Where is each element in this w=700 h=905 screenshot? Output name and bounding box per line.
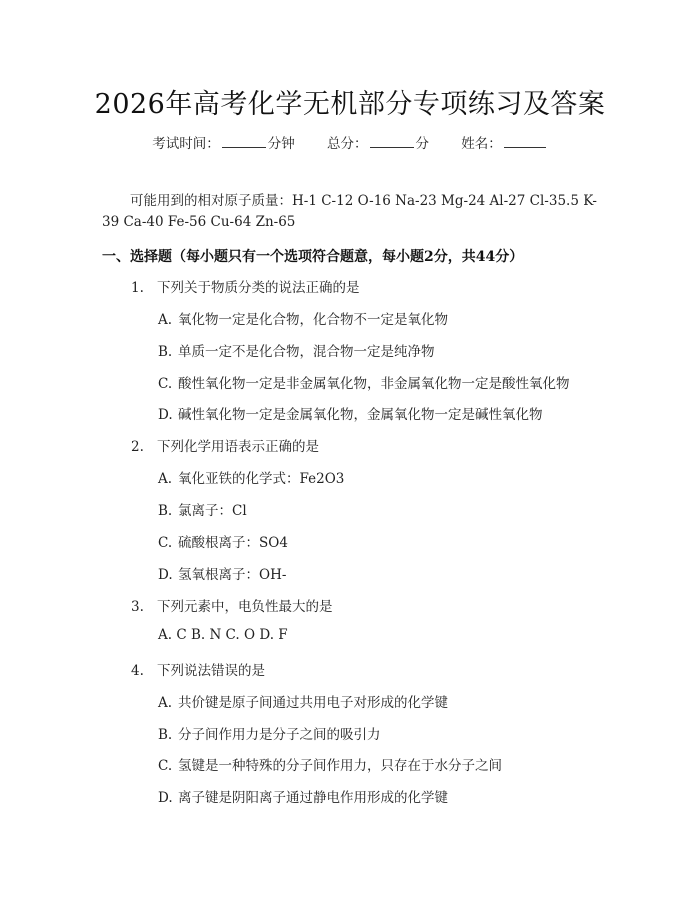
question-1-option-c [158, 372, 570, 392]
question-1-option-a [158, 308, 448, 328]
question-stem: 下列关于物质分类的说法正确的是 [157, 280, 360, 296]
option-text: 碱性氧化物一定是金属氧化物，金属氧化物一定是碱性氧化物 [178, 407, 543, 423]
option-text: 氯离子：Cl [178, 503, 247, 519]
option-letter: C. [158, 376, 173, 392]
question-2-option-b [158, 499, 247, 519]
atomic-masses-note: 可能用到的相对原子质量：H-1 C-12 O-16 Na-23 Mg-24 Al-27 Cl-35.5 K-39 Ca-40 Fe-56 Cu-64 Zn-65 [102, 193, 597, 230]
option-letter: A. [158, 312, 173, 328]
question-3 [131, 595, 333, 615]
exam-time-label: 考试时间： [152, 136, 220, 152]
option-letter: B. [158, 727, 173, 743]
question-1 [131, 276, 360, 296]
question-stem: 下列说法错误的是 [157, 663, 265, 679]
option-text: 氢氧根离子：OH- [178, 567, 287, 583]
option-letter: B. [158, 344, 173, 360]
section-heading: 一、选择题（每小题只有一个选项符合题意，每小题2分，共44分） [102, 249, 524, 265]
option-text: 氧化物一定是化合物，化合物不一定是氧化物 [178, 312, 448, 328]
question-4-option-d [158, 786, 448, 806]
question-2-option-a [158, 467, 344, 487]
option-text: 硫酸根离子：SO4 [178, 535, 288, 551]
name-blank [504, 135, 546, 148]
option-letter: D. [158, 407, 173, 423]
option-letter: B. [158, 503, 173, 519]
question-1-option-b [158, 340, 435, 360]
question-stem: 下列化学用语表示正确的是 [157, 439, 319, 455]
question-2 [131, 435, 319, 455]
question-stem: 下列元素中，电负性最大的是 [157, 599, 333, 615]
question-4-option-a [158, 691, 448, 711]
question-3-options: A. C B. N C. O D. F [158, 627, 288, 643]
option-text: 氢键是一种特殊的分子间作用力，只存在于水分子之间 [178, 758, 502, 774]
option-letter: A. [158, 695, 173, 711]
question-number: 2. [131, 439, 144, 455]
option-text: 分子间作用力是分子之间的吸引力 [178, 727, 381, 743]
total-score-unit: 分 [415, 136, 429, 152]
total-score-blank [370, 135, 414, 148]
option-letter: C. [158, 758, 173, 774]
question-number: 1. [131, 280, 144, 296]
option-letter: D. [158, 790, 173, 806]
exam-title: 2026年高考化学无机部分专项练习及答案 [94, 89, 606, 120]
exam-time-blank [222, 135, 266, 148]
option-text: 离子键是阴阳离子通过静电作用形成的化学键 [178, 790, 448, 806]
question-number: 3. [131, 599, 144, 615]
exam-time-unit: 分钟 [267, 136, 295, 152]
option-letter: C. [158, 535, 173, 551]
question-number: 4. [131, 663, 144, 679]
option-text: 共价键是原子间通过共用电子对形成的化学键 [178, 695, 448, 711]
question-1-option-d [158, 403, 543, 423]
question-4 [131, 659, 265, 679]
total-score-field [327, 136, 433, 152]
option-letter: D. [158, 567, 173, 583]
question-2-option-c [158, 531, 288, 551]
option-text: 氧化亚铁的化学式：Fe2O3 [178, 471, 345, 487]
name-label: 姓名： [461, 136, 502, 152]
option-letter: A. [158, 471, 173, 487]
total-score-label: 总分： [327, 136, 368, 152]
option-text: 酸性氧化物一定是非金属氧化物，非金属氧化物一定是酸性氧化物 [178, 376, 570, 392]
name-field [461, 136, 548, 152]
question-4-option-b [158, 723, 381, 743]
option-text: 单质一定不是化合物，混合物一定是纯净物 [178, 344, 435, 360]
question-2-option-d [158, 563, 286, 583]
exam-info-line [0, 132, 700, 152]
exam-time-field [152, 136, 299, 152]
question-4-option-c [158, 754, 502, 774]
